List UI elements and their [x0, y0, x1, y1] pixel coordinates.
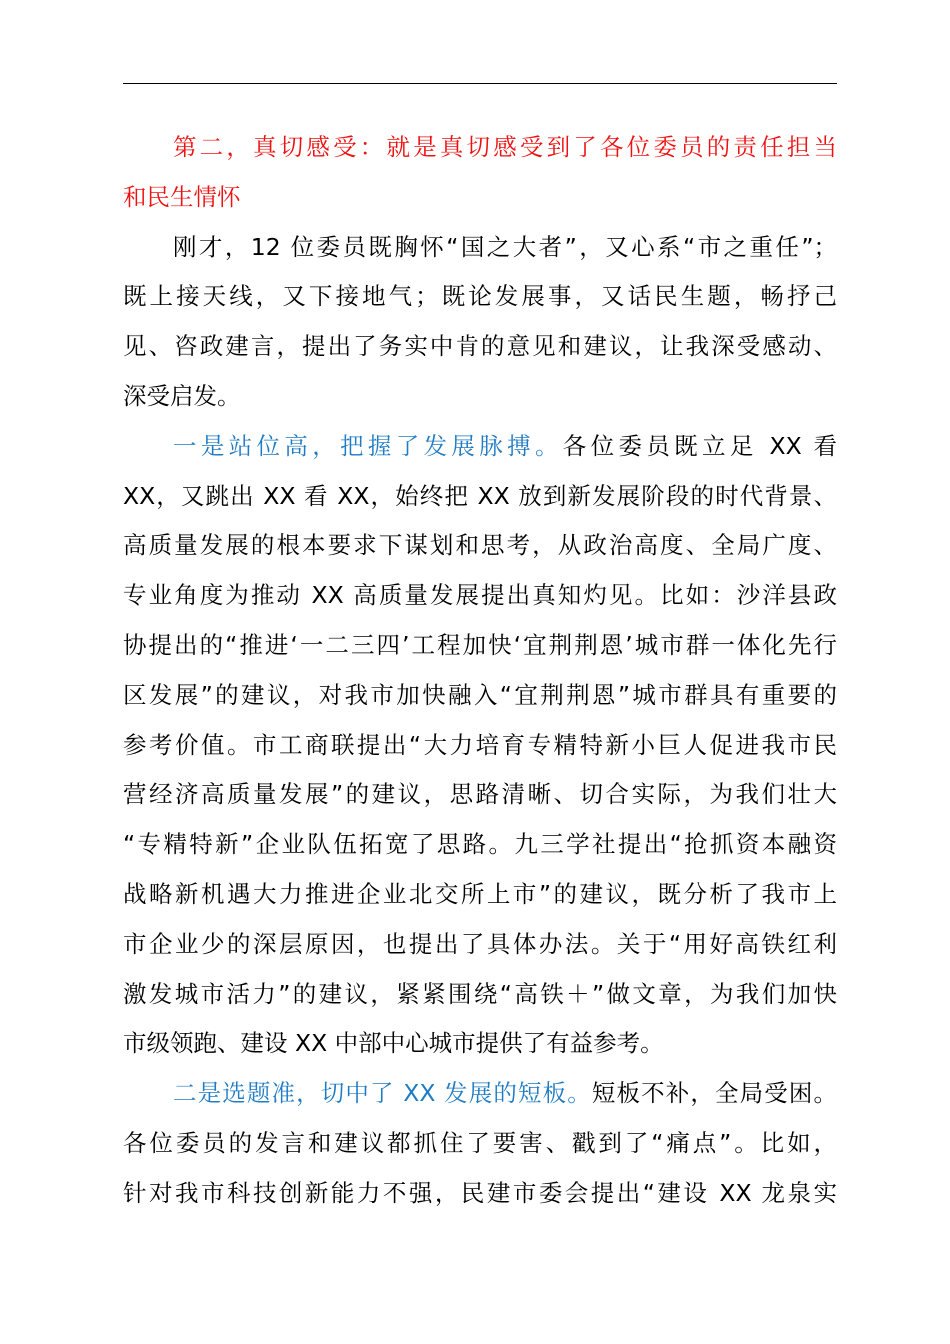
point-one-heading: 一是站位高，把握了发展脉搏。 — [173, 431, 563, 460]
paragraph-line: 激发城市活力”的建议，紧紧围绕“高铁＋”做文章，为我们加快 — [123, 979, 837, 1008]
section-heading-line-1: 第二，真切感受：就是真切感受到了各位委员的责任担当 — [173, 133, 837, 161]
paragraph-line: 高质量发展的根本要求下谋划和思考，从政治高度、全局广度、 — [123, 531, 837, 560]
paragraph-line: 专业角度为推动 XX 高质量发展提出真知灼见。比如：沙洋县政 — [123, 581, 837, 610]
paragraph-line — [123, 422, 837, 472]
paragraph-line: 战略新机遇大力推进企业北交所上市”的建议，既分析了我市上 — [123, 879, 837, 908]
paragraph-line: 营经济高质量发展”的建议，思路清晰、切合实际，为我们壮大 — [123, 780, 837, 809]
point-one-text: 各位委员既立足 XX 看 — [562, 431, 838, 460]
header-rule — [123, 83, 837, 84]
paragraph-line: XX，又跳出 XX 看 XX，始终把 XX 放到新发展阶段的时代背景、 — [123, 481, 837, 510]
section-heading-line-2: 和民生情怀 — [123, 182, 241, 211]
paragraph-line: 各位委员的发言和建议都抓住了要害、戳到了“痛点”。比如， — [123, 1128, 837, 1157]
paragraph-line: 区发展”的建议，对我市加快融入“宜荆荆恩”城市群具有重要的 — [123, 680, 837, 709]
paragraph-line: 协提出的“推进‘一二三四’工程加快‘宜荆荆恩’城市群一体化先行 — [123, 630, 837, 659]
paragraph-line: 市级领跑、建设 XX 中部中心城市提供了有益参考。 — [123, 1029, 664, 1058]
document-body — [123, 123, 837, 1219]
paragraph-line: “专精特新”企业队伍拓宽了思路。九三学社提出“抢抓资本融资 — [123, 830, 837, 859]
paragraph-line — [123, 1069, 837, 1119]
paragraph-line: 针对我市科技创新能力不强，民建市委会提出“建设 XX 龙泉实 — [123, 1178, 837, 1207]
paragraph-line: 见、咨政建言，提出了务实中肯的意见和建议，让我深受感动、 — [123, 332, 837, 361]
paragraph-line: 深受启发。 — [123, 381, 241, 410]
paragraph-line: 市企业少的深层原因，也提出了具体办法。关于“用好高铁红利 — [123, 929, 837, 958]
point-two-text: 短板不补，全局受困。 — [591, 1079, 838, 1108]
point-two-heading: 二是选题准，切中了 XX 发展的短板。 — [173, 1079, 592, 1108]
paragraph-line: 既上接天线，又下接地气；既论发展事，又话民生题，畅抒己 — [123, 282, 837, 311]
paragraph-line: 参考价值。市工商联提出“大力培育专精特新小巨人促进我市民 — [123, 730, 837, 759]
paragraph-line: 刚才，12 位委员既胸怀“国之大者”，又心系“市之重任”； — [173, 232, 837, 261]
